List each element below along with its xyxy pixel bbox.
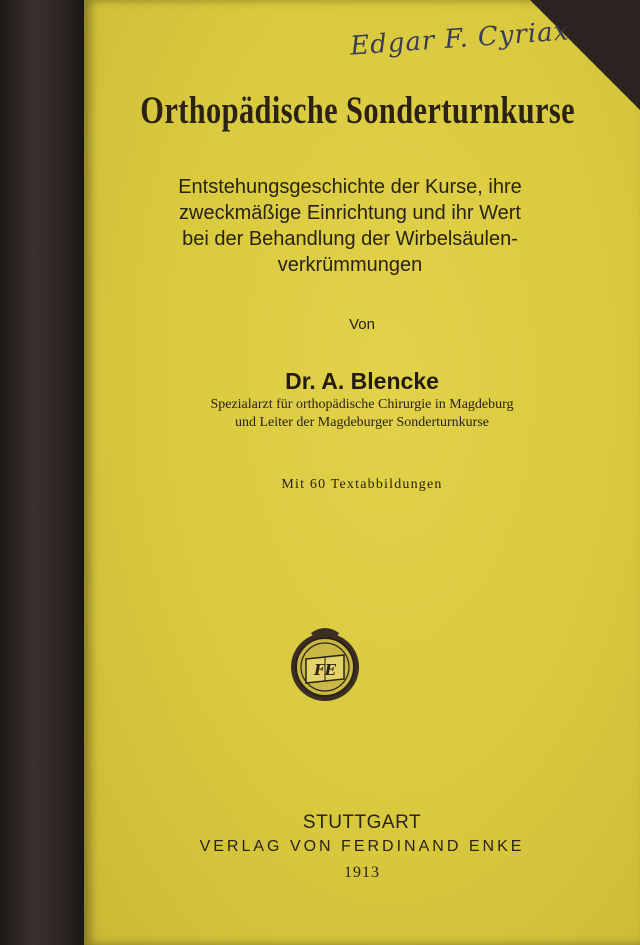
author-affiliation	[84, 396, 640, 432]
handwritten-signature: Edgar F. Cyriax	[349, 16, 571, 62]
by-label: Von	[349, 316, 375, 333]
book-title: Orthopädische Sonderturnkurse	[140, 89, 575, 132]
subtitle-line: verkrümmungen	[277, 254, 423, 276]
affiliation-line: Spezialarzt für orthopädische Chirurgie in Magdeburg	[210, 397, 514, 412]
subtitle-line: bei der Behandlung der Wirbelsäulen-	[182, 228, 518, 250]
publication-year: 1913	[344, 864, 380, 881]
subtitle-line: Entstehungsgeschichte der Kurse, ihre	[178, 176, 522, 198]
author-name: Dr. A. Blencke	[285, 368, 439, 394]
book-cover	[84, 0, 640, 945]
affiliation-line: und Leiter der Magdeburger Sonderturnkurse	[235, 415, 489, 430]
publisher-name: VERLAG VON FERDINAND ENKE	[199, 838, 525, 855]
subtitle-line: zweckmäßige Einrichtung und ihr Wert	[179, 202, 521, 224]
book-spine	[0, 0, 84, 945]
illustrations-note: Mit 60 Textabbildungen	[281, 477, 443, 492]
publication-city: STUTTGART	[302, 812, 422, 833]
emblem-monogram: FE	[313, 661, 337, 679]
book-subtitle	[130, 174, 570, 278]
publisher-emblem-icon	[286, 625, 364, 703]
